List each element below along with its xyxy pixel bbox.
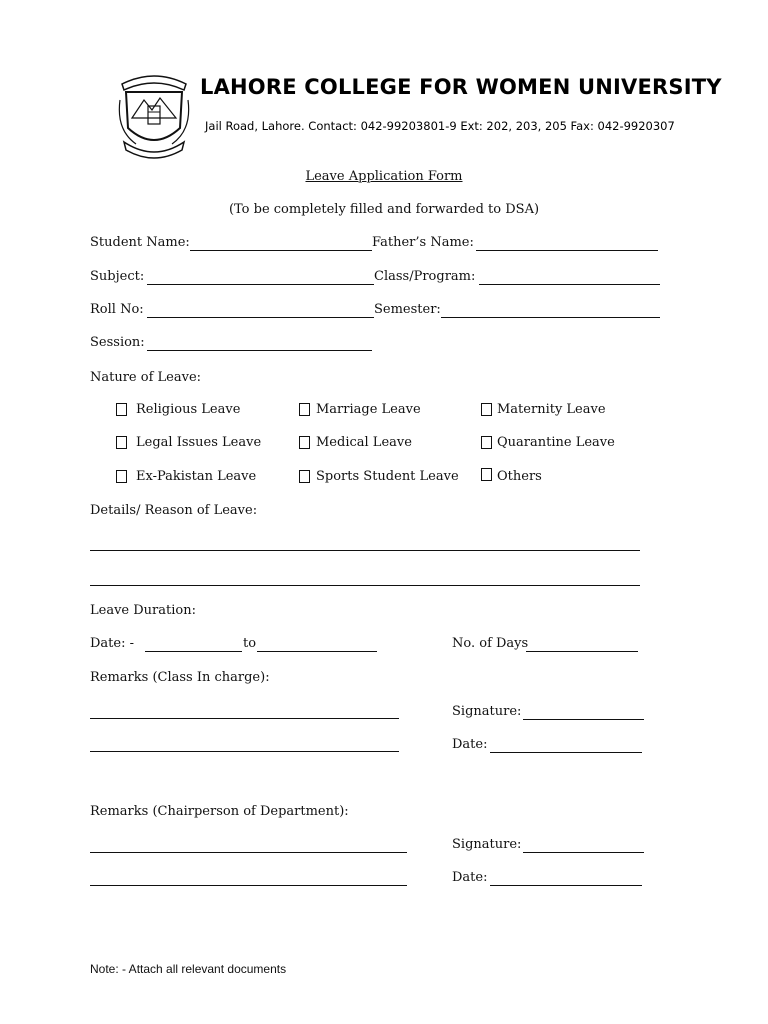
medical-leave-label: Medical Leave bbox=[316, 435, 412, 450]
contact-info: Jail Road, Lahore. Contact: 042-99203801-9 Ext: 202, 203, 205 Fax: 042-9920307 bbox=[205, 119, 675, 133]
legal-issues-leave-label: Legal Issues Leave bbox=[136, 435, 262, 450]
marriage-leave-checkbox[interactable] bbox=[299, 403, 310, 416]
semester-label: Semester: bbox=[374, 302, 441, 317]
subject-field[interactable] bbox=[147, 284, 374, 285]
class-incharge-date-label: Date: bbox=[452, 737, 488, 752]
form-title: Leave Application Form bbox=[305, 169, 463, 184]
session-label: Session: bbox=[90, 335, 145, 350]
session-field[interactable] bbox=[147, 350, 372, 351]
to-label: to bbox=[243, 636, 257, 651]
chairperson-signature-field[interactable] bbox=[523, 852, 644, 853]
chairperson-date-label: Date: bbox=[452, 870, 488, 885]
college-name: LAHORE COLLEGE FOR WOMEN UNIVERSITY bbox=[200, 75, 722, 99]
student-name-field[interactable] bbox=[190, 250, 372, 251]
details-line-1[interactable] bbox=[90, 550, 640, 551]
subject-label: Subject: bbox=[90, 269, 145, 284]
father-name-field[interactable] bbox=[476, 250, 658, 251]
father-name-label: Father’s Name: bbox=[372, 235, 474, 250]
class-incharge-signature-field[interactable] bbox=[523, 719, 644, 720]
others-checkbox[interactable] bbox=[481, 468, 492, 481]
chairperson-remarks-line-2[interactable] bbox=[90, 885, 407, 886]
class-incharge-signature-label: Signature: bbox=[452, 704, 522, 719]
class-incharge-date-field[interactable] bbox=[490, 752, 642, 753]
semester-field[interactable] bbox=[441, 317, 660, 318]
details-line-2[interactable] bbox=[90, 585, 640, 586]
class-program-label: Class/Program: bbox=[374, 269, 476, 284]
roll-no-field[interactable] bbox=[147, 317, 374, 318]
medical-leave-checkbox[interactable] bbox=[299, 436, 310, 449]
nature-of-leave-label: Nature of Leave: bbox=[90, 370, 202, 385]
date-from-field[interactable] bbox=[145, 651, 242, 652]
remarks-class-incharge-label: Remarks (Class In charge): bbox=[90, 670, 270, 685]
chairperson-signature-label: Signature: bbox=[452, 837, 522, 852]
ex-pakistan-leave-checkbox[interactable] bbox=[116, 470, 127, 483]
quarantine-leave-checkbox[interactable] bbox=[481, 436, 492, 449]
sports-student-leave-checkbox[interactable] bbox=[299, 470, 310, 483]
ex-pakistan-leave-label: Ex-Pakistan Leave bbox=[136, 469, 257, 484]
leave-duration-label: Leave Duration: bbox=[90, 603, 196, 618]
university-seal-logo bbox=[112, 70, 196, 160]
no-of-days-field[interactable] bbox=[526, 651, 638, 652]
attach-documents-note: Note: - Attach all relevant documents bbox=[90, 962, 287, 976]
class-program-field[interactable] bbox=[479, 284, 660, 285]
religious-leave-checkbox[interactable] bbox=[116, 403, 127, 416]
chairperson-date-field[interactable] bbox=[490, 885, 642, 886]
religious-leave-label: Religious Leave bbox=[136, 402, 241, 417]
no-of-days-label: No. of Days bbox=[452, 636, 529, 651]
class-incharge-remarks-line-1[interactable] bbox=[90, 718, 399, 719]
details-reason-label: Details/ Reason of Leave: bbox=[90, 503, 258, 518]
student-name-label: Student Name: bbox=[90, 235, 190, 250]
maternity-leave-label: Maternity Leave bbox=[497, 402, 606, 417]
date-to-field[interactable] bbox=[257, 651, 377, 652]
class-incharge-remarks-line-2[interactable] bbox=[90, 751, 399, 752]
others-label: Others bbox=[497, 469, 542, 484]
form-subtitle: (To be completely filled and forwarded to DSA) bbox=[228, 202, 540, 217]
marriage-leave-label: Marriage Leave bbox=[316, 402, 421, 417]
date-from-label: Date: - bbox=[90, 636, 134, 651]
roll-no-label: Roll No: bbox=[90, 302, 144, 317]
sports-student-leave-label: Sports Student Leave bbox=[316, 469, 459, 484]
legal-issues-leave-checkbox[interactable] bbox=[116, 436, 127, 449]
maternity-leave-checkbox[interactable] bbox=[481, 403, 492, 416]
chairperson-remarks-line-1[interactable] bbox=[90, 852, 407, 853]
remarks-chairperson-label: Remarks (Chairperson of Department): bbox=[90, 804, 349, 819]
quarantine-leave-label: Quarantine Leave bbox=[497, 435, 615, 450]
